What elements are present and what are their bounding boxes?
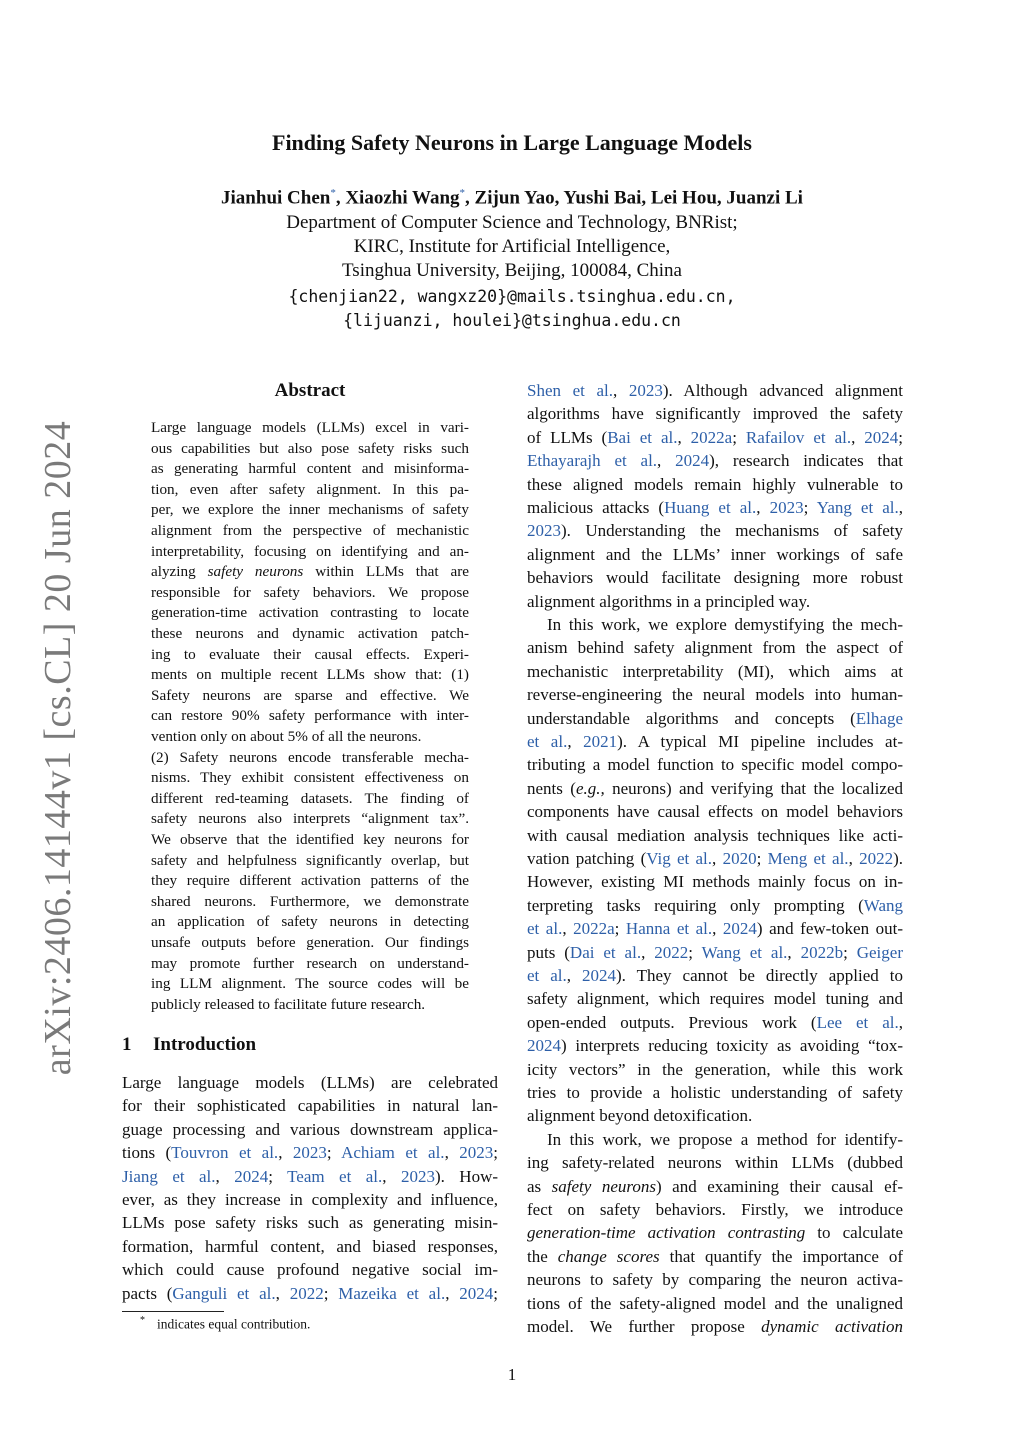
text-run: , [787, 942, 801, 962]
citation-link[interactable]: 2022 [859, 849, 894, 868]
abstract-line [151, 912, 469, 933]
text-run: as [527, 1176, 552, 1196]
text-run: , [567, 732, 584, 751]
footnote-rule [122, 1311, 224, 1312]
text-run: icity vectors” in the generation, while this work [527, 1059, 903, 1079]
text-run: unsafe outputs before generation. Our findings [151, 934, 469, 951]
paper-title: Finding Safety Neurons in Large Language Models [272, 130, 752, 155]
author-name: Juanzi Li [726, 187, 803, 209]
text-run: model. We further propose [527, 1317, 762, 1336]
body-line [527, 613, 903, 636]
author-name: Xiaozhi Wang [345, 187, 460, 209]
body-line [527, 847, 903, 870]
citation-link[interactable]: Elhage [855, 708, 903, 728]
text-run: ; [268, 1166, 288, 1186]
affiliation-line: Tsinghua University, Beijing, 100084, China [342, 260, 682, 281]
abstract-line [151, 768, 469, 789]
affiliation-line: Department of Computer Science and Technology, BNRist; [286, 212, 738, 233]
abstract-line [151, 624, 469, 645]
text-run: , [677, 427, 691, 447]
equal-contribution-mark: * [330, 187, 336, 199]
text-run: these neurons and dynamic activation patch- [151, 625, 469, 642]
citation-link[interactable]: Wang et al. [701, 942, 788, 962]
text-run: terpreting tasks requiring only prompting ( [527, 895, 864, 915]
text-run: safety and helpfulness significantly overlap, but [151, 851, 469, 869]
body-line [527, 473, 903, 496]
text-run: Large language models (LLMs) are celebrated [122, 1073, 498, 1092]
text-run: alignment beyond detoxification. [527, 1106, 753, 1126]
text-run: Safety neurons are sparse and effective. We [151, 686, 469, 704]
citation-link[interactable]: Ganguli et al. [172, 1283, 276, 1303]
body-line [122, 1235, 498, 1258]
citation-link[interactable]: Mazeika et al. [338, 1283, 446, 1303]
text-run: ; [614, 919, 626, 939]
text-run: ever, as they increase in complexity and influence, [122, 1190, 498, 1209]
citation-link[interactable]: Rafailov et al. [745, 427, 852, 447]
text-run: within LLMs that are [303, 563, 469, 581]
text-run: mechanistic interpretability (MI), which aims at [527, 661, 903, 681]
citation-link[interactable]: et al. [527, 732, 568, 751]
text-run: open-ended outputs. Previous work ( [527, 1012, 817, 1032]
text-run: ing to evaluate their causal effects. Experi- [151, 645, 469, 663]
section-number: 1 [122, 1034, 132, 1055]
body-line [527, 426, 903, 449]
text-run: ous capabilities but also pose safety risks such [151, 439, 469, 457]
text-run: nents ( [527, 778, 576, 798]
body-line [527, 402, 903, 425]
citation-link[interactable]: 2023 [769, 498, 804, 517]
abstract-line [151, 665, 469, 686]
author-name: Yushi Bai [563, 187, 642, 209]
text-run: malicious attacks ( [527, 498, 665, 517]
citation-link[interactable]: 2020 [722, 849, 757, 868]
text-run: ; [326, 1143, 342, 1163]
text-run: the [527, 1246, 558, 1266]
text-run: , [382, 1166, 401, 1186]
text-run: , [562, 919, 574, 939]
text-run: ; [493, 1283, 499, 1303]
text-run: ), research indicates that [709, 451, 903, 471]
author-name: Jianhui Chen [221, 187, 331, 209]
body-line [122, 1165, 498, 1188]
emphasis-text: e.g., [575, 778, 605, 798]
citation-link[interactable]: et al. [527, 919, 563, 939]
body-line [527, 566, 903, 589]
text-run: they require different activation patterns of the [151, 872, 469, 890]
abstract-heading: Abstract [274, 380, 346, 401]
body-line [122, 1141, 498, 1164]
email-line: {lijuanzi, houlei}@tsinghua.edu.cn [343, 311, 681, 330]
text-run: ing LLM alignment. The source codes will be [151, 975, 469, 993]
text-run: In this work, we explore demystifying the mech- [547, 615, 903, 634]
citation-link[interactable]: 2022a [573, 919, 615, 939]
abstract-line [151, 439, 469, 460]
text-run: We observe that the identified key neurons for [151, 831, 469, 848]
text-run: different red-teaming datasets. The finding of [151, 789, 469, 807]
citation-link[interactable]: 2023 [459, 1143, 494, 1163]
text-run: ments on multiple recent LLMs show that: (1) [151, 666, 469, 684]
body-line [527, 519, 903, 542]
text-run: ). [893, 849, 904, 868]
citation-link[interactable]: Hanna et al. [625, 919, 713, 939]
text-run: reverse-engineering the neural models into human- [527, 685, 903, 705]
body-line [527, 590, 903, 613]
text-run: may promote further research on understand- [151, 954, 469, 972]
body-line [527, 870, 903, 893]
body-line [527, 1315, 903, 1338]
emphasis-text: generation-time activation contrasting [527, 1223, 806, 1243]
text-run: ) interprets reducing toxicity as avoiding “tox- [561, 1036, 903, 1056]
body-line [527, 1128, 903, 1151]
citation-link[interactable]: Vig et al. [646, 849, 713, 868]
text-run: ; [756, 849, 768, 868]
emphasis-text: safety neurons [207, 563, 304, 581]
text-run: per, we explore the inner mechanisms of safety [151, 501, 469, 519]
text-run: to calculate [805, 1223, 904, 1243]
text-run: pacts ( [122, 1283, 173, 1303]
body-line [527, 730, 903, 753]
text-run: anism behind safety alignment from the aspect of [527, 638, 903, 658]
text-run: ). How- [434, 1166, 499, 1186]
text-run: ). They cannot be directly applied to [616, 966, 903, 985]
abstract-line [151, 562, 469, 583]
body-line [527, 894, 903, 917]
citation-link[interactable]: 2023 [400, 1166, 435, 1186]
citation-link[interactable]: Dai et al. [569, 942, 642, 962]
body-line [122, 1188, 498, 1211]
body-line [122, 1071, 498, 1094]
text-run: these aligned models remain highly vulnerable to [527, 474, 903, 494]
text-run: formation, harmful content, and biased responses, [122, 1236, 498, 1256]
citation-link[interactable]: Shen et al. [527, 381, 613, 400]
text-run: ing safety-related neurons within LLMs (dubbed [527, 1153, 903, 1173]
body-line [122, 1282, 498, 1305]
body-line [122, 1118, 498, 1141]
body-line [122, 1211, 498, 1234]
page-number: 1 [507, 1365, 517, 1384]
emphasis-text: dynamic activation [761, 1317, 903, 1336]
citation-link[interactable]: 2021 [583, 732, 618, 751]
abstract-line [151, 521, 469, 542]
text-run: , [712, 849, 723, 868]
abstract-line [151, 500, 469, 521]
text-run: ; [898, 427, 904, 447]
text-run: , [215, 1166, 235, 1186]
body-line [527, 824, 903, 847]
text-run: , [712, 919, 723, 939]
text-run: However, existing MI methods mainly focus on in- [527, 872, 903, 892]
text-run: , [756, 498, 770, 517]
text-run: of LLMs ( [527, 427, 608, 447]
body-line [527, 1221, 903, 1244]
body-line [527, 1175, 903, 1198]
abstract-line [151, 871, 469, 892]
text-run: alignment and the LLMs’ inner workings of safe [527, 544, 903, 564]
abstract-line [151, 954, 469, 975]
citation-link[interactable]: Geiger [856, 942, 903, 962]
author-separator: , [641, 187, 651, 209]
citation-link[interactable]: Bai et al. [607, 427, 678, 447]
text-run: tion, even after safety alignment. In this pa- [151, 480, 469, 498]
abstract-line [151, 851, 469, 872]
citation-link[interactable]: Touvron et al. [171, 1143, 279, 1163]
text-run: alignment from the perspective of mechanistic [151, 522, 469, 539]
citation-link[interactable]: 2022b [800, 942, 844, 962]
abstract-line [151, 830, 469, 851]
body-line [527, 636, 903, 659]
text-run: nisms. They exhibit consistent effectiveness on [151, 769, 469, 787]
citation-link[interactable]: 2024 [722, 919, 757, 939]
body-line [527, 1292, 903, 1315]
text-run: which could cause profound negative social im- [122, 1260, 498, 1280]
text-run: , [657, 451, 676, 471]
text-run: ; [732, 427, 746, 447]
citation-link[interactable]: Lee et al. [816, 1012, 899, 1032]
text-run: with causal mediation analysis techniques like acti- [527, 825, 903, 845]
emphasis-text: change scores [557, 1246, 660, 1266]
text-run: ; [493, 1143, 498, 1163]
body-line [527, 941, 903, 964]
author-separator: , [335, 187, 346, 209]
text-run: Large language models (LLMs) excel in vari- [151, 419, 469, 436]
author-separator: , [465, 187, 475, 209]
text-run: components have causal effects on model behaviors [527, 802, 903, 822]
body-line [527, 777, 903, 800]
text-run: ). A typical MI pipeline includes at- [617, 732, 903, 751]
body-line [527, 1081, 903, 1104]
text-run: LLMs pose safety risks such as generating misin- [122, 1213, 498, 1233]
text-run: ) and examining their causal ef- [655, 1176, 903, 1196]
text-run: publicly released to facilitate future research. [151, 995, 426, 1013]
body-line [527, 753, 903, 776]
text-run: safety neurons also interprets “alignment tax”. [151, 810, 469, 828]
body-line [122, 1094, 498, 1117]
text-run: vention only on about 5% of all the neurons. [151, 728, 422, 745]
body-line [527, 1034, 903, 1057]
abstract-line [151, 480, 469, 501]
text-run: behaviors would facilitate designing more robust [527, 568, 903, 588]
citation-link[interactable]: 2023 [527, 521, 561, 541]
body-line [527, 683, 903, 706]
citation-link[interactable]: Huang et al. [664, 498, 757, 517]
text-run: responsible for safety behaviors. We propose [151, 583, 469, 601]
abstract-line [151, 892, 469, 913]
body-line [527, 1151, 903, 1174]
abstract-line [151, 686, 469, 707]
text-run: , [612, 381, 629, 400]
body-line [527, 987, 903, 1010]
text-run: , [444, 1143, 460, 1163]
text-run: an application of safety neurons in detecting [151, 913, 469, 931]
text-run: understandable algorithms and concepts ( [527, 708, 856, 728]
equal-contribution-mark: * [459, 187, 466, 199]
abstract-line [151, 809, 469, 830]
citation-link[interactable]: Jiang et al. [122, 1166, 216, 1186]
body-line [527, 1011, 903, 1034]
author-separator: , [716, 187, 727, 209]
body-line [527, 1245, 903, 1268]
citation-link[interactable]: 2023 [292, 1143, 327, 1163]
text-run: interpretability, focusing on identifying and an- [151, 542, 469, 560]
citation-link[interactable]: Ethayarajh et al. [527, 451, 658, 471]
text-run: puts ( [527, 942, 570, 962]
text-run: ) and few-token out- [756, 919, 904, 939]
text-run: ). Understanding the mechanisms of safety [561, 521, 903, 541]
text-run: , [278, 1143, 293, 1163]
arxiv-stamp: arXiv:2406.14144v1 [cs.CL] 20 Jun 2024 [37, 420, 79, 1076]
abstract-line [151, 727, 469, 748]
body-line [527, 449, 903, 472]
body-line [527, 660, 903, 683]
abstract-line [151, 542, 469, 563]
text-run: neurons) and verifying that the localized [604, 778, 903, 798]
text-run: guage processing and various downstream applica- [122, 1119, 498, 1139]
citation-link[interactable]: 2022 [654, 942, 689, 962]
text-run: fect on safety behaviors. Firstly, we introduce [527, 1200, 903, 1219]
text-run: tions ( [122, 1143, 172, 1163]
body-line [527, 1198, 903, 1221]
body-line [527, 707, 903, 730]
text-run: (2) Safety neurons encode transferable mecha- [151, 748, 469, 766]
text-run: , [851, 427, 865, 447]
section-title: Introduction [153, 1034, 257, 1055]
text-run: , [445, 1283, 460, 1303]
emphasis-text: safety neurons [551, 1176, 656, 1196]
text-run: neurons to safety by comparing the neuron activa- [527, 1270, 903, 1290]
text-run: alignment algorithms in a principled way. [527, 591, 811, 611]
citation-link[interactable]: Wang [863, 895, 903, 915]
text-run: as generating harmful content and misinforma- [151, 460, 469, 478]
text-run: tries to provide a holistic understanding of safety [527, 1083, 903, 1102]
text-run: , [275, 1283, 290, 1303]
text-run: ; [688, 942, 702, 962]
text-run: , [566, 966, 583, 985]
text-run: shared neurons. Furthermore, we demonstrate [151, 892, 469, 910]
text-run: , [898, 498, 904, 517]
abstract-line [151, 974, 469, 995]
text-run: generation-time activation contrasting to locate [151, 604, 469, 622]
text-run: , [641, 942, 655, 962]
citation-link[interactable]: 2024 [527, 1036, 561, 1056]
citation-link[interactable]: 2024 [675, 451, 710, 471]
text-run: that quantify the importance of [659, 1246, 903, 1266]
text-run: ). Although advanced alignment [662, 381, 903, 400]
citation-link[interactable]: 2022a [690, 427, 733, 447]
body-line [527, 1104, 903, 1127]
body-line [527, 543, 903, 566]
citation-link[interactable]: 2023 [628, 381, 663, 400]
body-line [527, 1268, 903, 1291]
abstract-line [151, 995, 469, 1016]
section-heading [122, 1034, 256, 1056]
body-line [527, 1058, 903, 1081]
body-line [527, 917, 903, 940]
author-name: Zijun Yao [474, 187, 555, 209]
citation-link[interactable]: Team et al. [287, 1166, 383, 1186]
citation-link[interactable]: 2024 [234, 1166, 269, 1186]
text-run: for their sophisticated capabilities in natural lan- [122, 1096, 498, 1116]
abstract-line [151, 645, 469, 666]
text-run: tributing a model function to specific model compo- [527, 755, 903, 775]
text-run: safety alignment, which requires model tuning and [527, 989, 903, 1009]
abstract-line [151, 459, 469, 480]
email-line: {chenjian22, wangxz20}@mails.tsinghua.edu.cn, [288, 287, 736, 306]
abstract-line [151, 748, 469, 769]
abstract-line [151, 583, 469, 604]
citation-link[interactable]: Achiam et al. [341, 1143, 445, 1163]
abstract-line [151, 603, 469, 624]
citation-link[interactable]: 2024 [582, 966, 617, 985]
citation-link[interactable]: Meng et al. [767, 849, 849, 868]
footnote-mark: * [140, 1315, 145, 1326]
body-line [527, 800, 903, 823]
text-run: , [848, 849, 860, 868]
body-line [122, 1258, 498, 1281]
text-run: can restore 90% safety performance with inter- [151, 707, 469, 725]
footnote-text: indicates equal contribution. [157, 1316, 311, 1332]
footnote [140, 1315, 310, 1333]
body-line [527, 496, 903, 519]
abstract-line [151, 418, 469, 439]
text-run: vation patching ( [527, 849, 647, 868]
text-run: ; [803, 498, 817, 517]
text-run: tions of the safety-aligned model and the unaligned [527, 1293, 903, 1313]
citation-link[interactable]: 2024 [459, 1283, 494, 1303]
text-run: , [898, 1012, 903, 1032]
body-line [527, 379, 903, 402]
abstract-line [151, 706, 469, 727]
body-line [527, 964, 903, 987]
text-run: ; [323, 1283, 339, 1303]
affiliation-line: KIRC, Institute for Artificial Intelligence, [353, 236, 671, 257]
text-run: In this work, we propose a method for identify- [547, 1129, 903, 1149]
text-run: alyzing [151, 563, 208, 581]
abstract-line [151, 789, 469, 810]
author-name: Lei Hou [650, 187, 717, 209]
citation-link[interactable]: 2022 [289, 1283, 324, 1303]
author-separator: , [554, 187, 564, 209]
citation-link[interactable]: Yang et al. [816, 498, 899, 517]
author-list [0, 187, 1024, 209]
citation-link[interactable]: et al. [527, 966, 567, 985]
text-run: algorithms have significantly improved the safety [527, 404, 903, 424]
text-run: ; [843, 942, 857, 962]
abstract-line [151, 933, 469, 954]
citation-link[interactable]: 2024 [864, 427, 899, 447]
